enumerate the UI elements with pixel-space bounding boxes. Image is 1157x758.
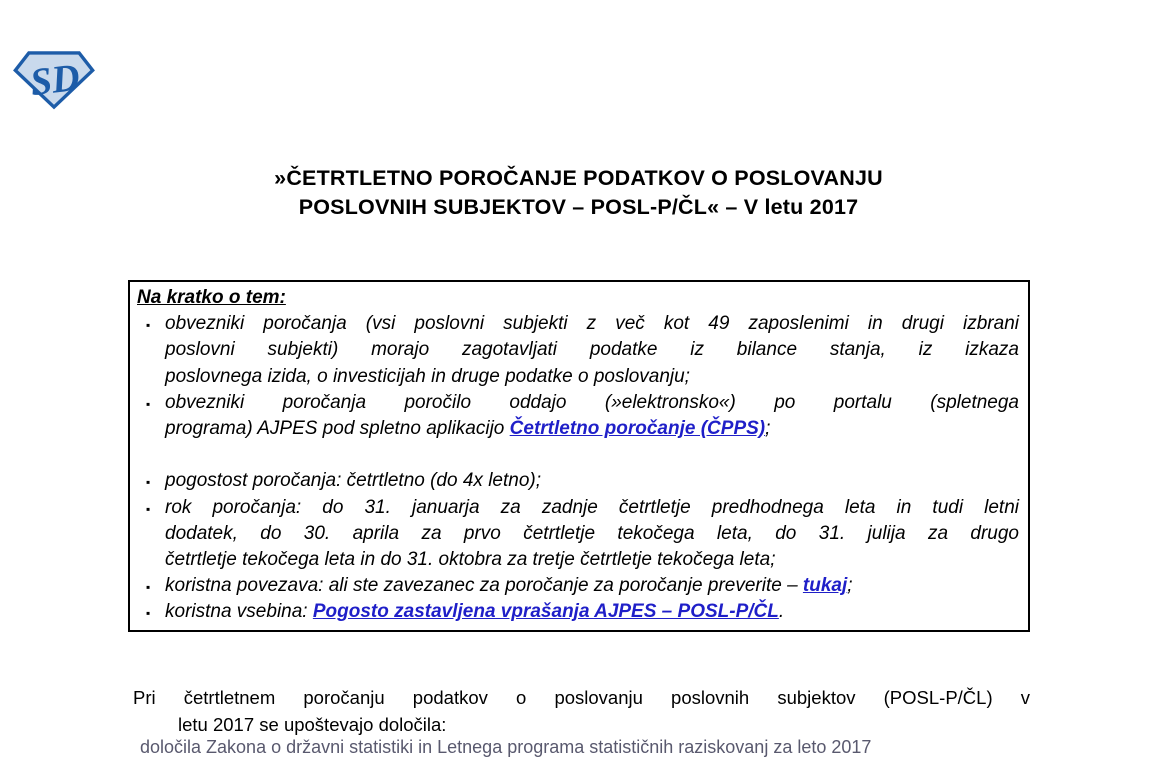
bullet-line: pogostost poročanja: četrtletno (do 4x letno);	[165, 470, 542, 492]
info-box-heading: Na kratko o tem:	[137, 287, 286, 308]
page-title	[0, 164, 1157, 222]
bullet-list	[137, 311, 1019, 625]
bullet-line: poslovnega izida, o investicijah in druge podatke o poslovanju;	[165, 365, 690, 387]
sd-diamond-logo	[13, 51, 95, 109]
footer-line2: letu 2017 se upoštevajo določila:	[178, 714, 447, 735]
bullet-line: dodatek, do 30. aprila za prvo četrtletje tekočega leta, do 31. julija za drugo	[165, 522, 1019, 544]
bullet-line: obvezniki poročanja (vsi poslovni subjekti z več kot 49 zaposlenimi in drugi izbrani	[165, 313, 1019, 335]
bullet-square-icon: ▪	[146, 396, 151, 411]
bullet-item	[137, 573, 1019, 599]
bullet-square-icon: ▪	[146, 606, 151, 621]
bullet-line: rok poročanja: do 31. januarja za zadnje četrtletje predhodnega leta in tudi letni	[165, 496, 1019, 518]
bullet-item	[137, 311, 1019, 390]
logo-letters: SD	[27, 56, 83, 105]
hyperlink[interactable]: Pogosto zastavljena vprašanja AJPES – POSL-P/ČL	[312, 601, 779, 623]
bullet-line: programa) AJPES pod spletno aplikacijo Četrtletno poročanje (ČPPS);	[165, 418, 771, 440]
footer-paragraph	[133, 684, 1030, 738]
hyperlink[interactable]: Četrtletno poročanje (ČPPS)	[509, 418, 766, 440]
bullet-square-icon: ▪	[146, 475, 151, 490]
bullet-square-icon: ▪	[146, 318, 151, 333]
hyperlink[interactable]: tukaj	[802, 575, 848, 597]
info-box	[128, 280, 1030, 632]
bullet-item	[137, 599, 1019, 625]
clipped-partial-line: določila Zakona o državni statistiki in Letnega programa statističnih raziskovanj za leto 2017	[140, 737, 872, 757]
bullet-item	[137, 390, 1019, 442]
bullet-line: poslovni subjekti) morajo zagotavljati podatke iz bilance stanja, iz izkaza	[165, 339, 1019, 361]
bullet-line: koristna vsebina: Pogosto zastavljena vprašanja AJPES – POSL-P/ČL.	[165, 601, 785, 623]
bullet-line: obvezniki poročanja poročilo oddajo (»elektronsko«) po portalu (spletnega	[165, 391, 1019, 413]
page-title-line2: POSLOVNIH SUBJEKTOV – POSL-P/ČL« – V letu 2017	[298, 195, 859, 219]
bullet-square-icon: ▪	[146, 580, 151, 595]
page-title-line1: »ČETRTLETNO POROČANJE PODATKOV O POSLOVANJU	[274, 166, 883, 190]
bullet-item	[137, 495, 1019, 574]
bullet-line: četrtletje tekočega leta in do 31. oktobra za tretje četrtletje tekočega leta;	[165, 549, 776, 571]
bullet-item	[137, 468, 1019, 494]
footer-line1: Pri četrtletnem poročanju podatkov o poslovanju poslovnih subjektov (POSL-P/ČL) v	[133, 687, 1030, 708]
bullet-line: koristna povezava: ali ste zavezanec za poročanje za poročanje preverite – tukaj;	[165, 575, 853, 597]
bullet-square-icon: ▪	[146, 501, 151, 516]
